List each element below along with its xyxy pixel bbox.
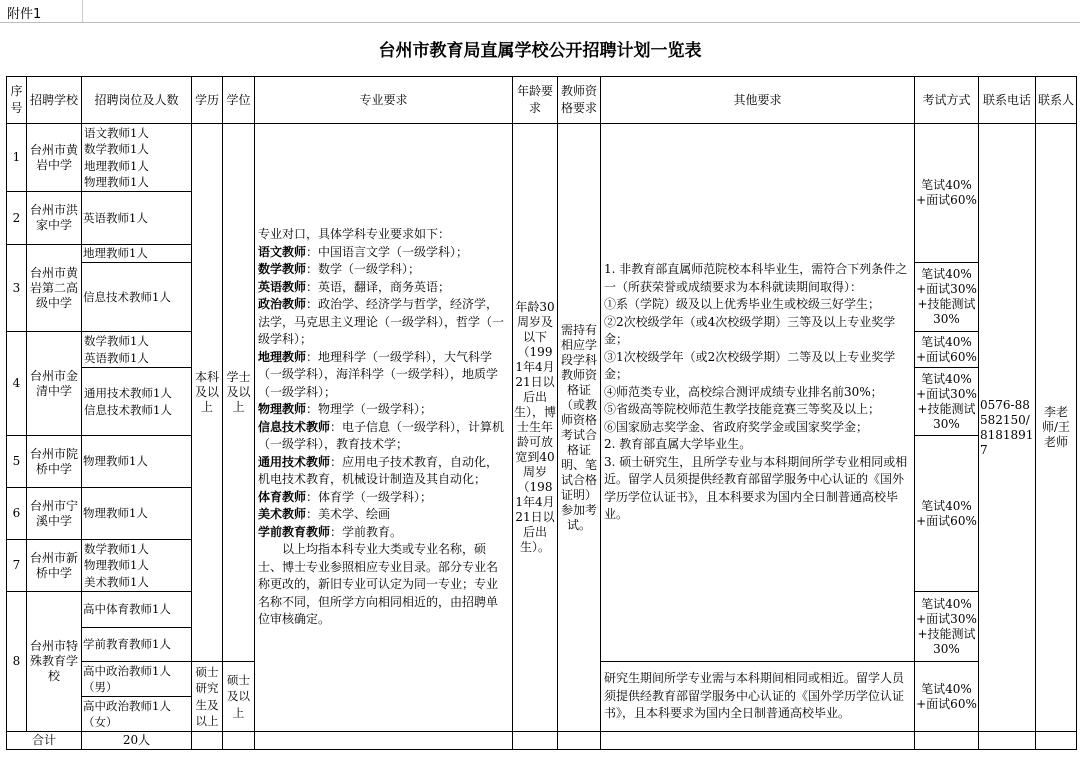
education-grad: 硕士研究生及以上: [192, 662, 223, 732]
other-item: ③1次校级学年（或2次校级学期）二等及以上专业奖学金；: [604, 349, 896, 382]
position-item: 英语教师1人: [84, 350, 149, 365]
position-item: 美术教师1人: [84, 574, 149, 589]
header-contact: 联系人: [1036, 77, 1077, 124]
position-item: 学前教育教师1人: [82, 628, 192, 662]
school-name: 台州市院桥中学: [27, 436, 82, 488]
major-label: 英语教师: [258, 279, 307, 294]
row-no: 4: [7, 332, 27, 436]
position-list: [82, 124, 192, 192]
position-item: 数学教师1人: [84, 142, 149, 156]
position-item: 英语教师1人: [82, 192, 192, 245]
position-item: 地理教师1人: [82, 245, 192, 263]
school-name: 台州市宁溪中学: [27, 488, 82, 540]
exam-method: 笔试40%+面试60%: [915, 436, 979, 592]
position-item: 物理教师1人: [84, 558, 149, 573]
major-item-physics: [258, 401, 509, 419]
contact-person: 李老师/王老师: [1036, 124, 1077, 732]
major-requirements: [255, 124, 513, 732]
position-item: 地理教师1人: [84, 158, 149, 173]
major-text: ：中国语言文学（一级学科）；: [306, 244, 469, 259]
major-text: ：美术学、绘画: [306, 507, 391, 522]
row-no: 6: [7, 488, 27, 540]
other-item: ④师范类专业，高校综合测评成绩专业排名前30%；: [604, 384, 883, 399]
major-item-general-tech: [258, 454, 509, 489]
exam-method: 笔试40%+面试60%: [915, 332, 979, 368]
header-phone: 联系电话: [979, 77, 1036, 124]
header-cert: 教师资格要求: [558, 77, 601, 124]
position-list: [82, 540, 192, 592]
major-label: 学前教育教师: [258, 524, 331, 539]
row-no: 7: [7, 540, 27, 592]
major-intro: 专业对口，具体学科专业要求如下：: [258, 227, 451, 242]
header-row: [7, 77, 1077, 124]
major-item-politics: [258, 296, 509, 349]
major-item-preschool: [258, 524, 509, 542]
major-item-pe: [258, 489, 509, 507]
major-item-art: [258, 506, 509, 524]
exam-method: 笔试40%+面试30%+技能测试30%: [915, 592, 979, 662]
recruitment-table: [6, 76, 1077, 750]
position-item: 数学教师1人: [84, 541, 149, 556]
major-label: 数学教师: [258, 262, 307, 277]
major-label: 体育教师: [258, 489, 307, 504]
cert-requirement: 需持有相应学段学科教师资格证（或教师资格考试合格证明、笔试合格证明）参加考试。: [558, 124, 601, 732]
position-item: 高中政治教师1人（女）: [82, 697, 192, 732]
other-requirements-grad: 研究生期间所学专业需与本科期间相同或相近。留学人员须提供经教育部留学服务中心认证的《国外学历学位认证书》，且本科要求为国内全日制普通高校毕业。: [601, 662, 915, 732]
other-item: ⑥国家励志奖学金、省政府奖学金或国家奖学金；: [604, 419, 869, 434]
row-no: 2: [7, 192, 27, 245]
table-row-school-1: [7, 124, 1077, 192]
position-list: [82, 332, 192, 368]
major-label: 美术教师: [258, 507, 307, 522]
header-school: 招聘学校: [27, 77, 82, 124]
degree-main: 学士及以上: [223, 124, 255, 662]
school-name: 台州市新桥中学: [27, 540, 82, 592]
position-item: 语文教师1人: [84, 125, 149, 140]
school-name: 台州市黄岩中学: [27, 124, 82, 192]
other-item: 1. 非教育部直属师范院校本科毕业生，需符合下列条件之一（所获荣誉或成绩要求为本科就读期间取得）：: [604, 262, 908, 294]
exam-method: 笔试40%+面试60%: [915, 662, 979, 732]
other-item: ②2次校级学年（或4次校级学期）三等及以上专业奖学金；: [604, 314, 896, 347]
education-main: 本科及以上: [192, 124, 223, 662]
major-text: ：政治学、经济学与哲学，经济学，法学，马克思主义理论（一级学科），哲学（一级学科）；: [258, 297, 505, 347]
exam-method: 笔试40%+面试60%: [915, 124, 979, 263]
major-text: ：体育学（一级学科）；: [306, 489, 433, 504]
row-no: 8: [7, 592, 27, 732]
other-item: ①系（学院）级及以上优秀毕业生或校级三好学生；: [604, 297, 881, 312]
header-seq: 序号: [7, 77, 27, 124]
position-item: 数学教师1人: [84, 334, 149, 348]
other-item: 3. 硕士研究生，且所学专业与本科期间所学专业相同或相近。留学人员须提供经教育部留学服务中心认证的《国外学历学位认证书》，且本科要求为国内全日制普通高校毕业。: [604, 454, 908, 522]
position-item: 物理教师1人: [82, 488, 192, 540]
major-text: ：数学（一级学科）；: [306, 262, 421, 277]
header-major: 专业要求: [255, 77, 513, 124]
header-education: 学历: [192, 77, 223, 124]
major-item-english: [258, 279, 509, 297]
header-other: 其他要求: [601, 77, 915, 124]
major-text: ：应用电子技术教育，自动化，机电技术教育，机械设计制造及其自动化；: [258, 454, 499, 487]
major-label: 政治教师: [258, 297, 307, 312]
total-value: 20人: [82, 732, 192, 750]
row-no: 5: [7, 436, 27, 488]
exam-method: 笔试40%+面试30%+技能测试30%: [915, 368, 979, 436]
major-text: ：学前教育。: [330, 524, 403, 539]
major-item-geography: [258, 349, 509, 402]
sheet-gridline: [82, 0, 83, 22]
major-item-chinese: [258, 244, 509, 262]
major-label: 通用技术教师: [258, 454, 331, 469]
page-title: 台州市教育局直属学校公开招聘计划一览表: [378, 41, 702, 61]
other-item: 2. 教育部直属大学毕业生。: [604, 437, 752, 452]
major-text: ：物理学（一级学科）；: [306, 402, 433, 417]
major-item-it: [258, 419, 509, 454]
position-item: 信息技术教师1人: [82, 263, 192, 332]
position-item: 信息技术教师1人: [84, 402, 172, 417]
other-requirements: [601, 124, 915, 662]
age-requirement: 年龄30周岁及以下（1991年4月21日以后出生），博士生年龄可放宽到40周岁（1981年4月21日以后出生）。: [513, 124, 558, 732]
school-name: 台州市特殊教育学校: [27, 592, 82, 732]
school-name: 台州市金清中学: [27, 332, 82, 436]
major-label: 物理教师: [258, 402, 307, 417]
other-item: ⑤省级高等院校师范生教学技能竞赛三等奖及以上；: [604, 402, 881, 417]
position-item: 高中政治教师1人（男）: [82, 662, 192, 697]
position-item: 物理教师1人: [84, 175, 149, 189]
major-note: 以上均指本科专业大类或专业名称，硕士、博士专业参照相应专业目录。部分专业名称更改的，新旧专业可认定为同一专业；专业名称不同，但所学方向相同相近的，由招聘单位审核确定。: [258, 542, 499, 627]
exam-method: 笔试40%+面试30%+技能测试30%: [915, 263, 979, 332]
degree-grad: 硕士及以上: [223, 662, 255, 732]
position-item: 物理教师1人: [82, 436, 192, 488]
major-text: ：电子信息（一级学科），计算机（一级学科），教育技术学；: [258, 419, 505, 452]
major-item-math: [258, 261, 509, 279]
major-text: ：地理科学（一级学科），大气科学（一级学科），海洋科学（一级学科），地质学（一级学科）；: [258, 349, 499, 399]
school-name: 台州市洪家中学: [27, 192, 82, 245]
position-item: 通用技术教师1人: [84, 386, 172, 400]
attachment-label: 附件1: [7, 7, 42, 22]
attachment-bar: [0, 0, 1080, 23]
row-no: 1: [7, 124, 27, 192]
position-item: 高中体育教师1人: [82, 592, 192, 628]
major-label: 信息技术教师: [258, 419, 331, 434]
major-text: ：英语，翻译，商务英语；: [306, 279, 451, 294]
header-age: 年龄要求: [513, 77, 558, 124]
major-label: 语文教师: [258, 244, 307, 259]
row-no: 3: [7, 245, 27, 332]
header-exam: 考试方式: [915, 77, 979, 124]
header-degree: 学位: [223, 77, 255, 124]
major-label: 地理教师: [258, 349, 307, 364]
total-label: 合计: [7, 732, 82, 750]
header-position: 招聘岗位及人数: [82, 77, 192, 124]
contact-phone: 0576-88582150/81818917: [979, 124, 1036, 732]
total-row: [7, 732, 1077, 750]
position-list: [82, 368, 192, 436]
school-name: 台州市黄岩第二高级中学: [27, 245, 82, 332]
